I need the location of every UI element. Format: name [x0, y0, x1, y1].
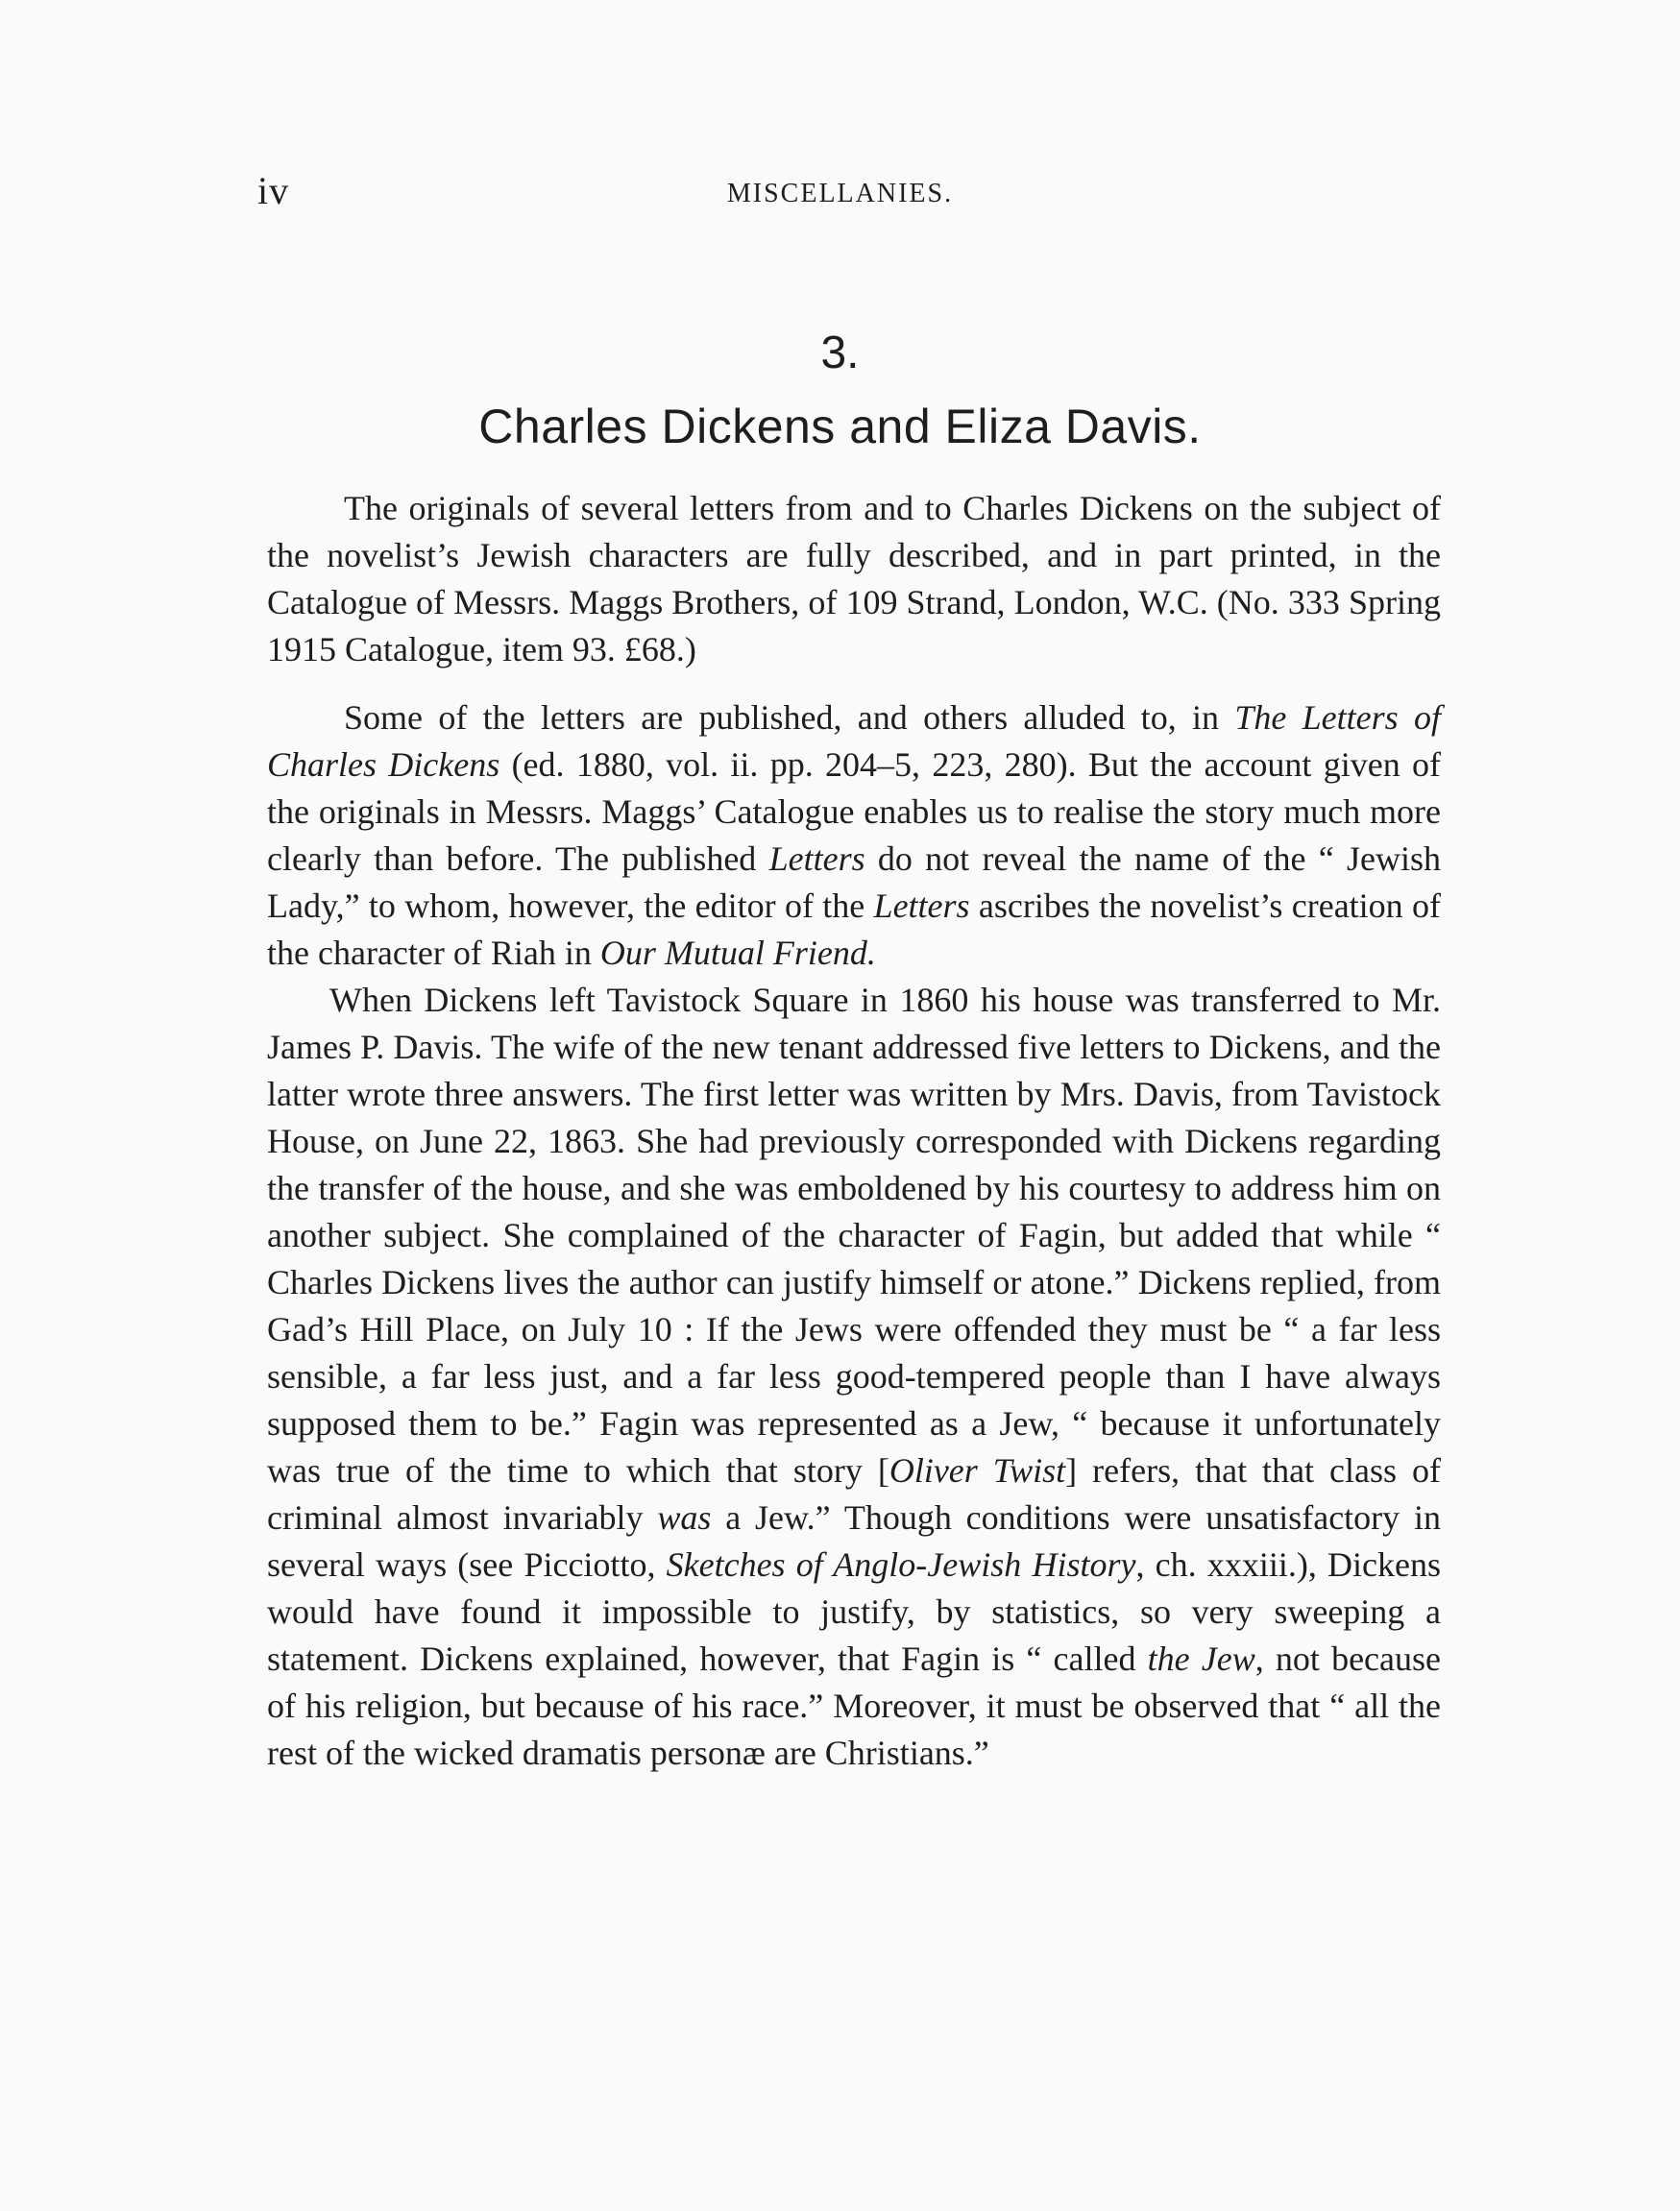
paragraph-2	[267, 694, 1441, 977]
book-title-sketches: Sketches of Anglo-Jewish History	[666, 1545, 1136, 1584]
book-title-letters: Letters	[768, 839, 865, 878]
paragraph-1-text: The originals of several letters from and to Charles Dickens on the subject of the novelist’s Jewish characters are fully described, and in part printed, in the Catalogue of Messrs. Maggs Brothers, of 109 Strand, London, W.C. (No. 333 Spring 1915 Catalogue, item 93. £68.)	[267, 489, 1441, 668]
paragraph-2-text: Some of the letters are published, and others alluded to, in	[344, 698, 1235, 737]
paragraph-2-text: do not reveal the name of the “ Jewish Lady,” to whom, however, the editor of the	[267, 839, 1442, 925]
book-title-letters-of-dickens: The Letters of Charles Dickens	[267, 698, 1441, 784]
body-text	[267, 485, 1441, 1777]
book-title-our-mutual-friend: Our Mutual Friend.	[599, 934, 876, 972]
emphasis-the-jew: the Jew	[1147, 1640, 1255, 1678]
paragraph-2-text: ascribes the novelist’s creation of the character of Riah in	[267, 887, 1441, 972]
section-number: 3.	[820, 328, 860, 378]
paragraph-3-text: ] refers, that that class of criminal almost invariably	[267, 1451, 1442, 1537]
book-title-letters: Letters	[873, 887, 970, 925]
book-title-oliver-twist: Oliver Twist	[889, 1451, 1066, 1490]
paragraph-3-text: a Jew.” Though conditions were unsatisfactory in several ways (see Picciotto,	[267, 1498, 1441, 1584]
paragraph-3-text: , not because of his religion, but because of his race.” Moreover, it must be observed that “ all the rest of the wicked dramatis personæ are Christians.”	[267, 1640, 1441, 1772]
emphasis-was: was	[657, 1498, 712, 1537]
paragraph-2-text: (ed. 1880, vol. ii. pp. 204–5, 223, 280). But the account given of the originals in Messrs. Maggs’ Catalogue enables us to realise the story much more clearly than before. The published	[267, 745, 1441, 878]
running-head: MISCELLANIES.	[726, 179, 954, 208]
paragraph-1	[267, 485, 1441, 673]
chapter-title: Charles Dickens and Eliza Davis.	[478, 400, 1202, 453]
paragraph-3-text: , ch. xxxiii.), Dickens would have found it impossible to justify, by statistics, so very sweeping a statement. Dickens explained, however, that Fagin is “ called	[267, 1545, 1441, 1678]
paragraph-3-text: When Dickens left Tavistock Square in 1860 his house was transferred to Mr. James P. Davis. The wife of the new tenant addressed five letters to Dickens, and the latter wrote three answers. The first letter was written by Mrs. Davis, from Tavistock House, on June 22, 1863. She had previously corresponded with Dickens regarding the transfer of the house, and she was emboldened by his courtesy to address him on another subject. She complained of the character of Fagin, but added that while “ Charles Dickens lives the author can justify himself or atone.” Dickens replied, from Gad’s Hill Place, on July 10 : If the Jews were offended they must be “ a far less sensible, a far less just, and a far less good-tempered people than I have always supposed them to be.” Fagin was represented as a Jew, “ because it unfortunately was true of the time to which that story [	[267, 981, 1441, 1490]
page-number: iv	[257, 169, 290, 212]
paragraph-3	[267, 977, 1441, 1777]
